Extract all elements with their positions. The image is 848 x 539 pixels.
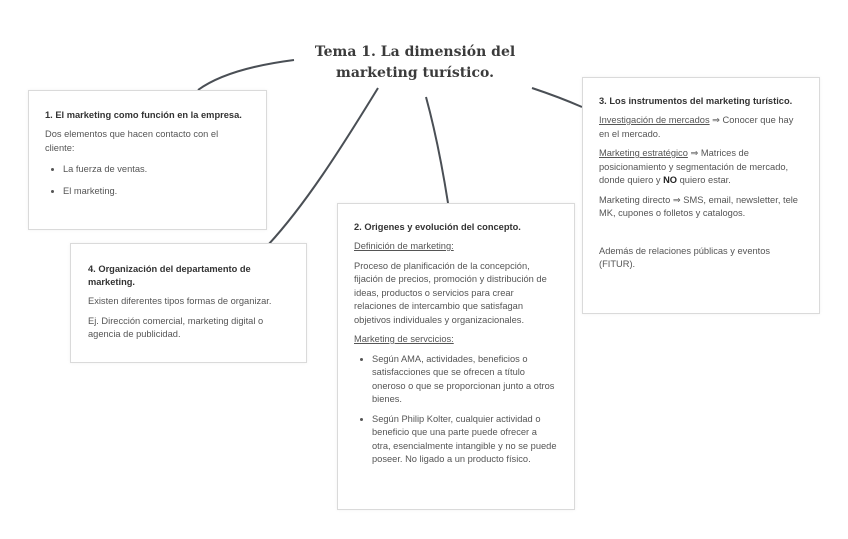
box-organizacion — [70, 243, 307, 363]
box3-heading: 3. Los instrumentos del marketing turístico. — [599, 96, 793, 106]
box1-heading: 1. El marketing como función en la empresa. — [45, 110, 242, 120]
box2-def-label: Definición de marketing: — [354, 241, 454, 251]
connector-box2 — [426, 97, 448, 203]
box3-p2-text-b: quiero estar. — [677, 175, 731, 185]
list-item: • La fuerza de ventas. — [63, 163, 250, 177]
box1-list — [45, 163, 250, 198]
box3-p4: Además de relaciones públicas y eventos (FITUR). — [599, 245, 771, 269]
box3-p2-label: Marketing estratégico — [599, 148, 688, 158]
box2-list — [354, 353, 558, 467]
box3-p2-text-a: ⇒ Matrices de posicionamiento y segmentación de mercado, donde quiero y — [599, 148, 789, 185]
box-instrumentos — [582, 77, 820, 314]
box3-p1 — [599, 114, 803, 141]
box3-p1-label: Investigación de mercados — [599, 115, 710, 125]
box1-text: Dos elementos que hacen contacto con el cliente: — [45, 129, 219, 153]
box2-heading: 2. Origenes y evolución del concepto. — [354, 222, 521, 232]
connector-box3 — [532, 88, 582, 107]
box2-def-text: Proceso de planificación de la concepción, fijación de precios, promoción y distribución de ideas, productos o servicios para crear relaciones de intercambio que satisfagan objetivos individuales y organizacionales. — [354, 260, 547, 325]
box2-services-label: Marketing de servcicios: — [354, 334, 454, 344]
list-item: • Según AMA, actividades, beneficios o satisfacciones que se ofrecen a título oneroso o que se proporcionan junto a otros bienes. — [372, 353, 558, 407]
central-topic-line1: Tema 1. La dimensión del — [314, 44, 516, 60]
connector-box1 — [198, 60, 294, 90]
box-marketing-funcion — [28, 90, 267, 230]
box3-p3: Marketing directo ⇒ SMS, email, newsletter, tele MK, cupones o folletos y catalogos. — [599, 194, 798, 218]
box4-p2: Ej. Dirección comercial, marketing digital o agencia de publicidad. — [88, 315, 264, 339]
box3-p2 — [599, 147, 803, 188]
central-topic — [300, 42, 530, 84]
list-item: • Según Philip Kolter, cualquier actividad o beneficio que una parte puede ofrecer a otra, esencialmente intangible y no se puede poseer. No ligado a un producto físico. — [372, 413, 558, 467]
box3-p2-bold: NO — [663, 175, 678, 185]
box4-p1: Existen diferentes tipos formas de organizar. — [88, 296, 272, 306]
box-origenes — [337, 203, 575, 510]
list-item: • El marketing. — [63, 185, 250, 199]
box4-heading: 4. Organización del departamento de marketing. — [88, 264, 251, 287]
box3-p1-text: ⇒ Conocer que hay en el mercado. — [599, 115, 794, 139]
central-topic-line2: marketing turístico. — [336, 65, 494, 81]
